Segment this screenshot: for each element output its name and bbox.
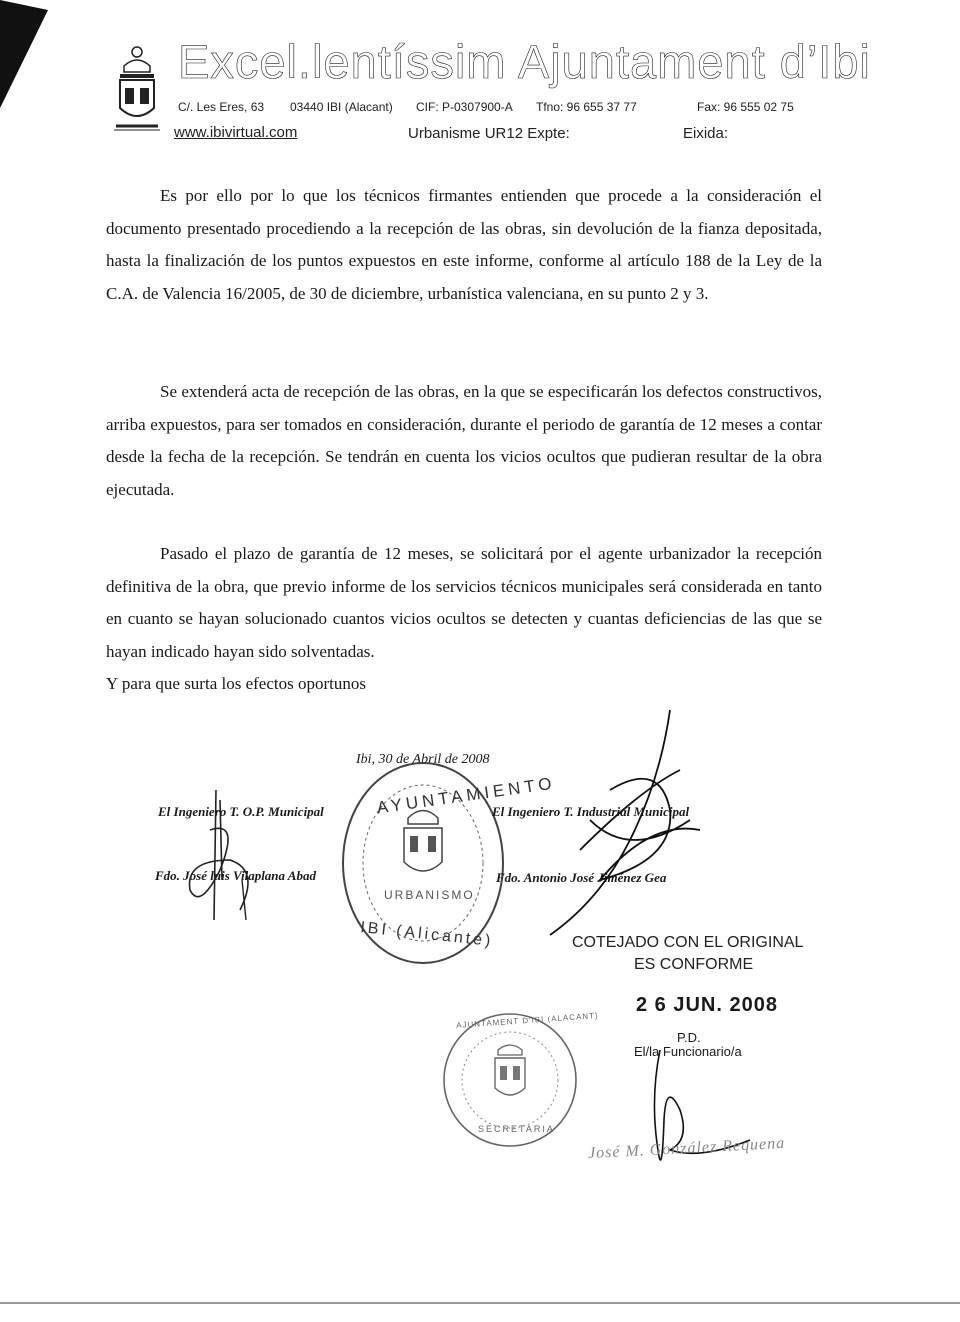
paragraph-1-text: Es por ello por lo que los técnicos firmantes entienden que procede a la consideración el documento presentado procediendo a la recepción de las obras, sin devolución de la fianza depositada, hasta la finalización de los puntos expuestos en este informe, conforme al artículo 188 de la Ley de la C.A. de Valencia 16/2005, de 30 de diciembre, urbanística valenciana, en su punto 2 y 3. (106, 186, 822, 303)
fax-number: Fax: 96 555 02 75 (697, 100, 794, 114)
left-signer-name: Fdo. José luis Vilaplana Abad (155, 868, 316, 883)
signature-date: Ibi, 30 de Abril de 2008 (356, 752, 490, 767)
coat-of-arms-icon (112, 44, 162, 136)
stamp-2-bottom-text: SECRETARIA (478, 1124, 555, 1134)
paragraph-2-text: Se extenderá acta de recepción de las obras, en la que se especificarán los defectos constructivos, arriba expuestos, para ser tomados en consideración, durante el periodo de garantía de 12 meses a contar desde la fecha de la recepción. Se tendrán en cuenta los vicios ocultos que pudieran resultar de la obra ejecutada. (106, 382, 822, 499)
exit-reference: Eixida: (683, 125, 729, 142)
certified-copy-line-2: ES CONFORME (634, 956, 754, 973)
bottom-rule (0, 1302, 960, 1304)
department-reference: Urbanisme UR12 Expte: (408, 125, 570, 142)
right-signer-role: El Ingeniero T. Industrial Municipal (492, 804, 690, 819)
address: C/. Les Eres, 63 (178, 100, 265, 114)
left-signer-role: El Ingeniero T. O.P. Municipal (158, 804, 324, 819)
closing-text: Y para que surta los efectos oportunos (106, 674, 366, 693)
official-role: El/la Funcionario/a (634, 1044, 742, 1059)
postal-code: 03440 IBI (Alacant) (290, 100, 393, 114)
right-handwritten-signature (510, 700, 720, 950)
stamp-2-top-text: AJUNTAMENT D'IBI (ALACANT) (455, 1011, 599, 1030)
phone-number: Tfno: 96 655 37 77 (536, 100, 637, 114)
closing-line (106, 668, 822, 701)
paragraph-3-text: Pasado el plazo de garantía de 12 meses, se solicitará por el agente urbanizador la recepción definitiva de la obra, que previo informe de los servicios técnicos municipales será considerada en tanto en cuanto se hayan solucionado cuantos vicios ocultos se detecten y cuantas deficiencias de las que se hayan indicado hayan sido solventadas. (106, 544, 822, 661)
official-name: José M. González Requena (587, 1134, 786, 1163)
stamp-1-top-text: AYUNTAMIENTO (375, 773, 557, 818)
stamp-1-bottom-text: IBI (Alicante) (359, 919, 495, 950)
scan-corner-mark (0, 0, 60, 110)
left-handwritten-signature (180, 770, 270, 940)
official-handwritten-signature (640, 1040, 760, 1190)
paragraph-1 (106, 180, 822, 310)
cif-number: CIF: P-0307900-A (416, 100, 513, 114)
municipality-title: Excel.lentíssim Ajuntament d’Ibi (178, 35, 871, 88)
pd-label: P.D. (677, 1030, 701, 1045)
paragraph-2 (106, 376, 822, 506)
stamp-1-center-text: URBANISMO (384, 888, 475, 902)
website-link[interactable]: www.ibivirtual.com (174, 124, 298, 141)
paragraph-3 (106, 538, 822, 668)
certified-copy-line-1: COTEJADO CON EL ORIGINAL (572, 934, 804, 951)
certified-date: 2 6 JUN. 2008 (636, 994, 778, 1016)
right-signer-name: Fdo. Antonio José Jiménez Gea (496, 870, 667, 885)
